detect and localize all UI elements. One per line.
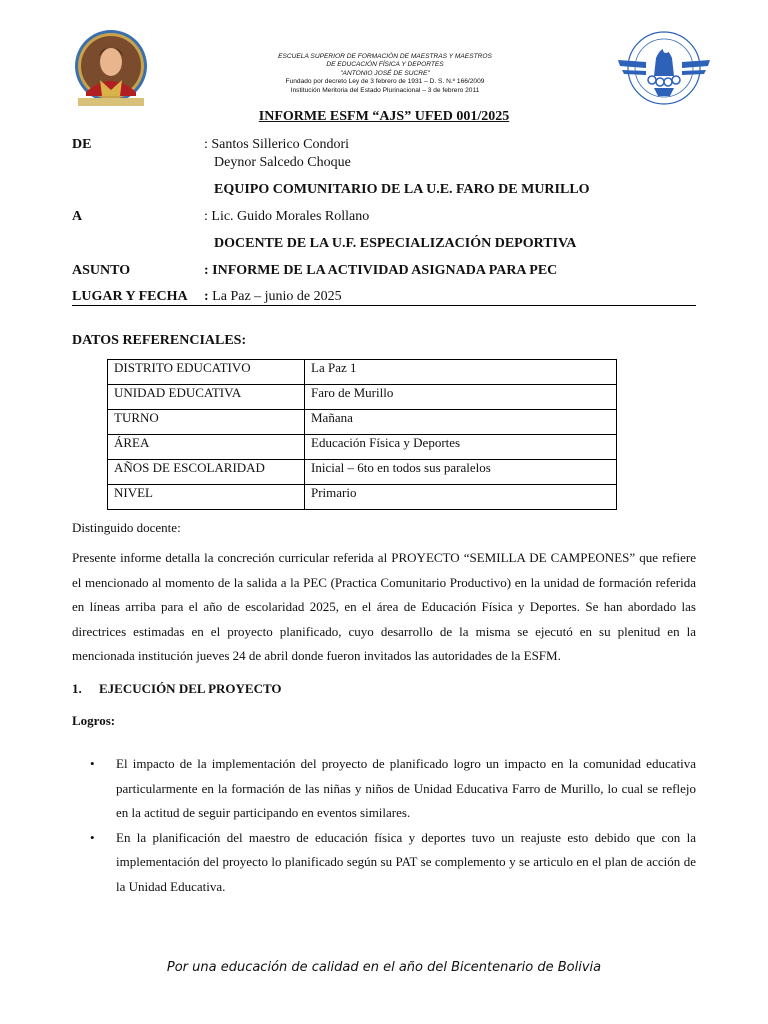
logros-heading: Logros: (72, 713, 116, 728)
condor-emblem-icon (616, 30, 712, 108)
table-row (108, 360, 617, 385)
lugar-colon: : (204, 289, 209, 304)
table-cell-label: NIVEL (108, 485, 305, 510)
datos-table (107, 359, 617, 510)
report-title: INFORME ESFM “AJS” UFED 001/2025 (258, 109, 510, 124)
table-cell-label: DISTRITO EDUCATIVO (108, 360, 305, 385)
logros-list (72, 752, 696, 899)
table-row (108, 435, 617, 460)
header-line-1: ESCUELA SUPERIOR DE FORMACIÓN DE MAESTRAS Y MAESTROS (278, 53, 492, 60)
de-value-2: Deynor Salcedo Choque (214, 155, 351, 170)
table-row (108, 485, 617, 510)
divider (72, 305, 696, 306)
table-cell-value: Educación Física y Deportes (305, 435, 617, 460)
table-cell-value: Inicial – 6to en todos sus paralelos (305, 460, 617, 485)
de-label: DE (72, 137, 92, 152)
portrait-seal-icon (72, 30, 150, 108)
table-cell-label: AÑOS DE ESCOLARIDAD (108, 460, 305, 485)
header-line-4: Fundado por decreto Ley de 3 febrero de 1931 – D. S. N.º 166/2009 (285, 78, 485, 86)
list-item-text: El impacto de la implementación del proyecto de planificado logro un impacto en la comunidad educativa particularmente en la formación de las niñas y niños de Unidad Educativa Farro de Murillo, lo cual se reflejo en la actitud de seguir participando en eventos similares. (116, 756, 696, 820)
de-value-1: : Santos Sillerico Condori (204, 137, 350, 152)
bullet-icon: • (90, 829, 95, 845)
section-1-title: EJECUCIÓN DEL PROYECTO (99, 681, 282, 696)
asunto-label: ASUNTO (72, 263, 131, 278)
a-role: DOCENTE DE LA U.F. ESPECIALIZACIÓN DEPORTIVA (214, 236, 577, 251)
a-label: A (72, 209, 83, 224)
table-cell-value: Mañana (305, 410, 617, 435)
table-row (108, 460, 617, 485)
table-cell-label: TURNO (108, 410, 305, 435)
table-row (108, 385, 617, 410)
datos-heading: DATOS REFERENCIALES: (72, 333, 247, 348)
section-1-heading (72, 681, 282, 697)
header-line-2: DE EDUCACIÓN FÍSICA Y DEPORTES (326, 61, 444, 69)
table-row (108, 410, 617, 435)
table-cell-label: ÁREA (108, 435, 305, 460)
bullet-icon: • (90, 756, 95, 771)
list-item (72, 826, 696, 900)
header-line-3: "ANTONIO JOSÉ DE SUCRE" (340, 69, 430, 77)
intro-paragraph: Presente informe detalla la concreción curricular referida al PROYECTO “SEMILLA DE CAMPEONES” que refiere el mencionado al momento de la salida a la PEC (Practica Comunitario Productivo) en la unidad de formación referida en líneas arriba para el año de escolaridad 2025, en el área de Educación Física y Deportes. Se han abordado las directrices estimadas en el proyecto planificado, cuyo desarrollo de la misma se ejecutó en su plenitud en la mencionada institución jueves 24 de abril donde fueron invitados las autoridades de la ESFM. (72, 550, 696, 663)
de-role: EQUIPO COMUNITARIO DE LA U.E. FARO DE MURILLO (214, 182, 590, 197)
table-cell-label: UNIDAD EDUCATIVA (108, 385, 305, 410)
a-value: : Lic. Guido Morales Rollano (204, 209, 370, 224)
greeting: Distinguido docente: (72, 520, 181, 535)
list-item-text: En la planificación del maestro de educación física y deportes tuvo un reajuste esto debido que con la implementación del proyecto lo planificado según su PAT se complemento y se articulo en el plan de acción de la Unidad Educativa. (116, 829, 696, 894)
footer-motto: Por una educación de calidad en el año del Bicentenario de Bolivia (166, 960, 602, 975)
lugar-value (204, 289, 342, 305)
header-line-5: Institución Meritoria del Estado Plurinacional – 3 de febrero 2011 (290, 86, 480, 94)
table-cell-value: Faro de Murillo (305, 385, 617, 410)
list-item (72, 752, 696, 826)
asunto-value: : INFORME DE LA ACTIVIDAD ASIGNADA PARA PEC (204, 263, 558, 278)
lugar-date: La Paz – junio de 2025 (212, 289, 342, 304)
lugar-label: LUGAR Y FECHA (72, 289, 188, 304)
table-cell-value: Primario (305, 485, 617, 510)
table-cell-value: La Paz 1 (305, 360, 617, 385)
section-1-number: 1. (72, 681, 82, 696)
institution-header (230, 53, 540, 95)
